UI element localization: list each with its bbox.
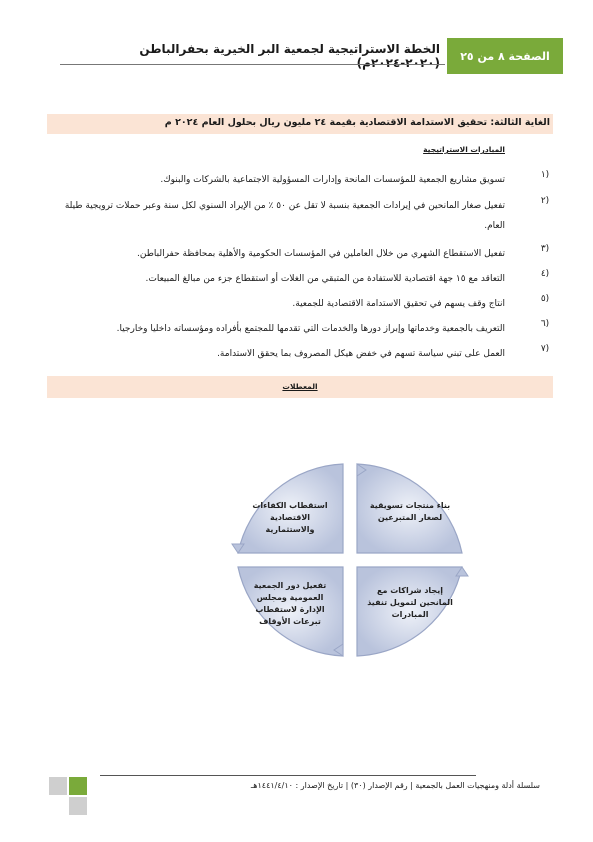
- initiative-item: العمل على تبني سياسة تسهم في خفض هيكل المصروف بما يحقق الاستدامة.: [217, 349, 505, 359]
- footer-text: سلسلة أدلة ومنهجيات العمل بالجمعية | رقم الإصدار (٣٠) | تاريخ الإصدار : ١٤٤١/٤/١٠هـ: [250, 781, 540, 790]
- initiative-number: ١): [540, 170, 550, 180]
- initiative-item: تسويق مشاريع الجمعية للمؤسسات المانحة وإدارات المسؤولية الاجتماعية بالشركات والبنوك.: [160, 175, 505, 185]
- initiative-number: ٤): [540, 269, 550, 279]
- header-divider: [60, 64, 445, 65]
- challenges-heading: المعطلات: [282, 382, 318, 391]
- initiatives-heading: المبادرات الاستراتيجية: [423, 145, 505, 154]
- initiative-item: التعاقد مع ١٥ جهة اقتصادية للاستفادة من المتبقي من الغلات أو استقطاع جزء من مبالغ المبيعات.: [145, 274, 505, 284]
- cycle-text-bottom-left: تفعيل دور الجمعية العمومية ومجلس الإدارة لاستقطاب تبرعات الأوقاف: [253, 581, 327, 626]
- document-title: الخطة الاستراتيجية لجمعية البر الخيرية بحفرالباطن (٢٠٢٠-٢٠٢٤م): [139, 42, 440, 70]
- cycle-text-bottom-right: إيجاد شراكات مع المانحين لتمويل تنفيذ المبادرات: [367, 586, 453, 619]
- goal-heading: الغاية الثالثة: تحقيق الاستدامة الاقتصادية بقيمة ٢٤ مليون ريال بحلول العام ٢٠٢٤ م: [164, 117, 550, 128]
- initiative-item: انتاج وقف يسهم في تحقيق الاستدامة الاقتصادية للجمعية.: [292, 299, 505, 309]
- initiative-number: ٦): [540, 319, 550, 329]
- footer-decor-square: [69, 797, 87, 815]
- initiative-number: ٣): [540, 244, 550, 254]
- footer-divider: [100, 775, 476, 776]
- cycle-text-top-right: بناء منتجات تسويقية لصغار المتبرعين: [369, 501, 451, 522]
- initiative-item: تفعيل الاستقطاع الشهري من خلال العاملين في المؤسسات الحكومية والأهلية بمحافظة حفرالباطن.: [137, 249, 505, 259]
- cycle-diagram: [200, 440, 500, 680]
- initiative-number: ٥): [540, 294, 550, 304]
- footer-decor-square: [49, 777, 67, 795]
- initiative-item: التعريف بالجمعية وخدماتها وإبراز دورها والخدمات التي تقدمها للمجتمع بأفراده ومؤسساته داخليا وخارجيا.: [116, 324, 505, 334]
- page-number-badge: الصفحة ٨ من ٢٥: [447, 38, 563, 74]
- cycle-text-top-left: استقطاب الكفاءات الاقتصادية والاستثمارية: [252, 501, 328, 534]
- initiative-number: ٢): [540, 196, 550, 206]
- initiative-item: تفعيل صغار المانحين في إيرادات الجمعية بنسبة لا تقل عن ٥٠ ٪ من الإيراد السنوي لكل سنة وعبر حملات ترويجية طيلة العام.: [64, 201, 505, 231]
- footer-decor-square: [69, 777, 87, 795]
- cycle-diagram-graphic: [200, 440, 500, 680]
- initiative-number: ٧): [540, 344, 550, 354]
